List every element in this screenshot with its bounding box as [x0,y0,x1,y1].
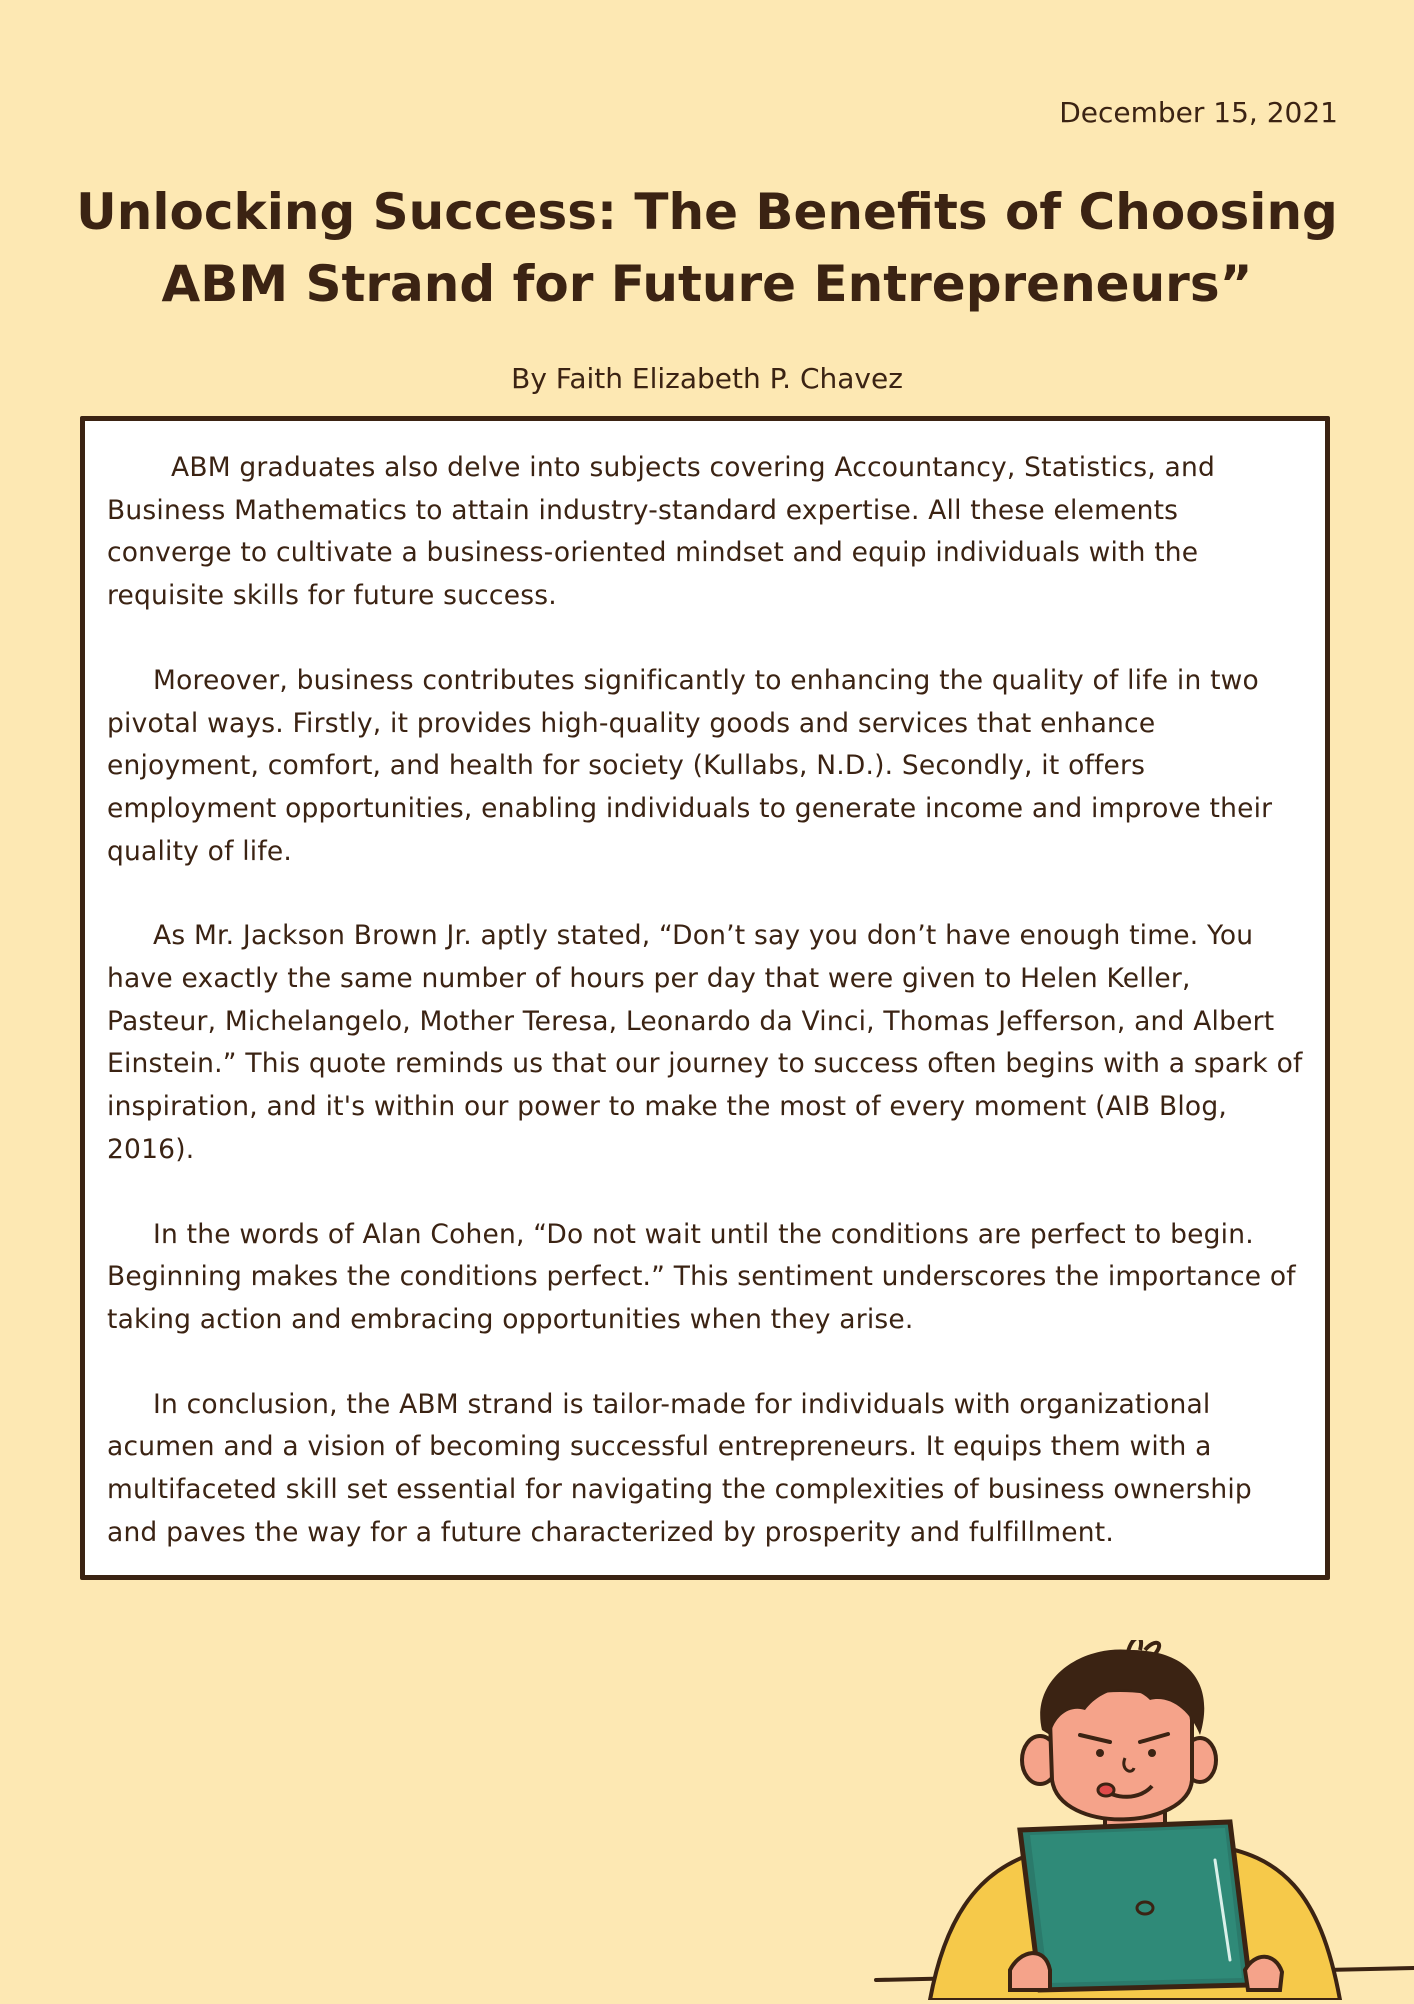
title-line-1: Unlocking Success: The Benefits of Choosing [76,183,1338,241]
tongue [1098,1784,1114,1796]
author-byline: By Faith Elizabeth P. Chavez [511,362,903,395]
boy-with-laptop-illustration [870,1640,1414,2000]
left-hand [1010,1953,1050,1990]
body-paragraph: Moreover, business contributes significantly to enhancing the quality of life in two pivotal ways. Firstly, it provides high-quality goods and services that enhance enjoyment, comfort, and health for society (Kullabs, N.D.). Secondly, it offers employment opportunities, enabling individuals to generate income and improve their quality of life. [107,664,1273,867]
right-eye [1148,1749,1156,1757]
laptop-screen-inner [1030,1828,1242,1983]
body-paragraph: In conclusion, the ABM strand is tailor-made for individuals with organizational acumen and a vision of becoming successful entrepreneurs. It equips them with a multifaceted skill set essential for navigating the complexities of business ownership and paves the way for a future characterized by prosperity and fulfillment. [107,1388,1252,1548]
body-paragraph: As Mr. Jackson Brown Jr. aptly stated, “Don’t say you don’t have enough time. You have exactly the same number of hours per day that were given to Helen Keller, Pasteur, Michelangelo, Mother Teresa, Leonardo da Vinci, Thomas Jefferson, and Albert Einstein.” This quote reminds us that our journey to success often begins with a spark of inspiration, and it's within our power to make the most of every moment (AIB Blog, 2016). [107,920,1303,1165]
title-line-2: ABM Strand for Future Entrepreneurs” [161,255,1253,313]
boy-with-laptop-svg [870,1640,1414,2000]
body-paragraph: ABM graduates also delve into subjects covering Accountancy, Statistics, and Business Mathematics to attain industry-standard expertise. All these elements converge to cultivate a business-oriented mindset and equip individuals with the requisite skills for future success. [107,452,1215,612]
body-paragraph: In the words of Alan Cohen, “Do not wait until the conditions are perfect to begin. Beginning makes the conditions perfect.” This sentiment underscores the importance of taking action and embracing opportunities when they arise. [107,1218,1296,1335]
article-body-box [80,416,1330,1580]
publication-date: December 15, 2021 [1059,96,1338,129]
left-eye [1096,1749,1104,1757]
right-hand [1245,1957,1282,1990]
article-title [0,176,1414,320]
